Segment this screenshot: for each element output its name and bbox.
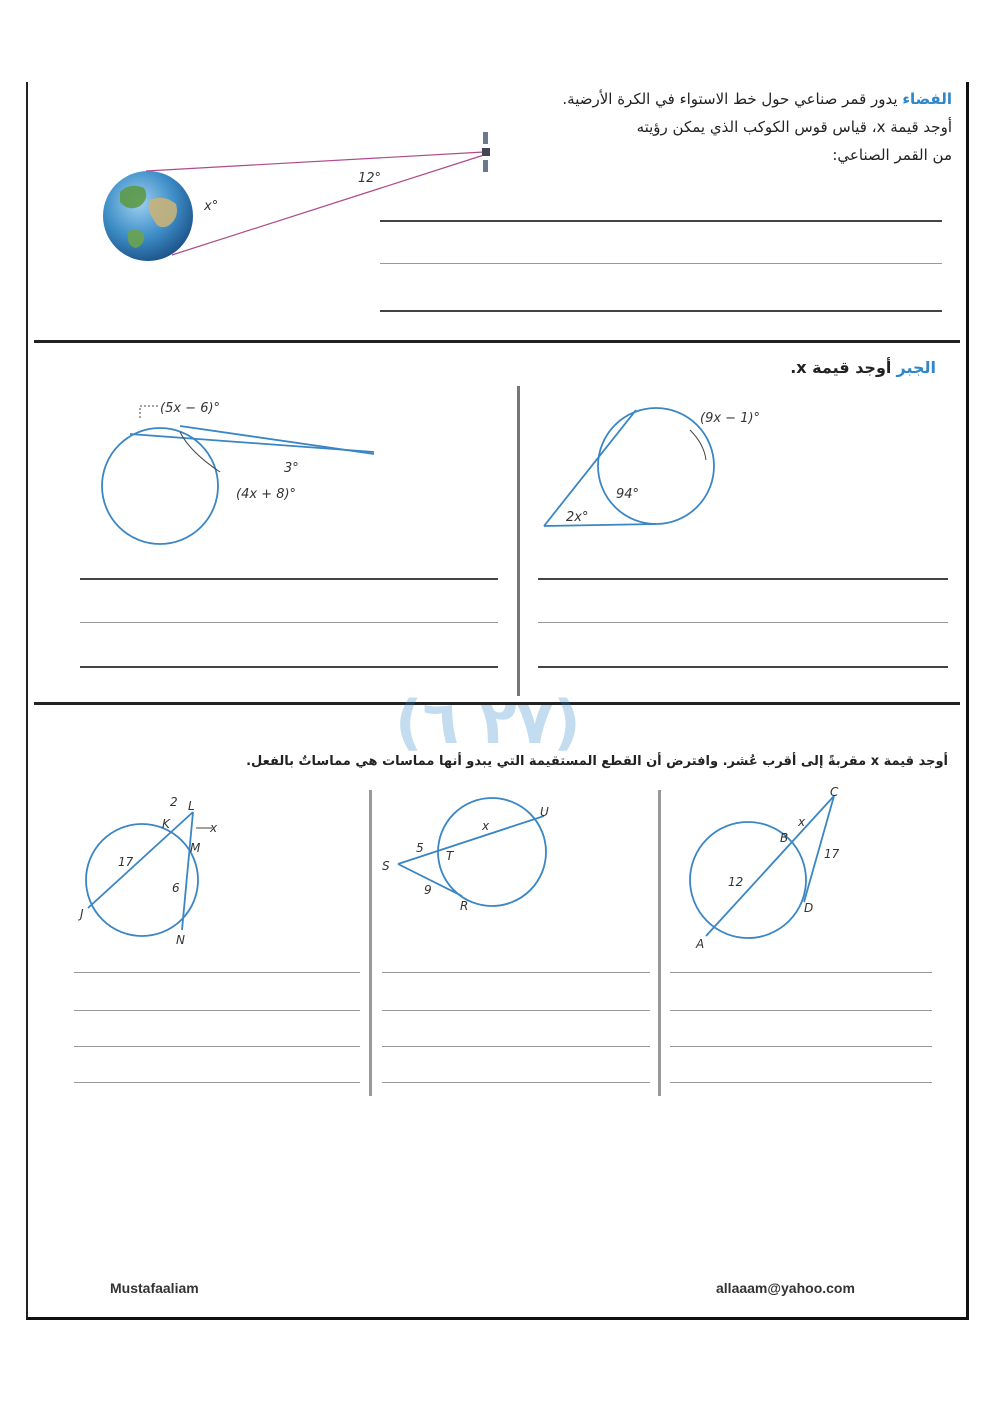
label-3-degrees: 3°	[284, 461, 299, 476]
label-2: 2	[170, 795, 178, 809]
answer-line	[74, 1010, 360, 1011]
label-R: R	[460, 899, 469, 913]
label-x: x	[482, 819, 490, 833]
footer-email: allaaam@yahoo.com	[716, 1280, 855, 1296]
answer-line	[74, 972, 360, 973]
section1-line1: يدور قمر صناعي حول خط الاستواء في الكرة الأرضية.	[562, 90, 898, 108]
answer-line	[382, 1010, 650, 1011]
arc-label-x: x°	[204, 199, 219, 214]
label-9: 9	[424, 883, 432, 897]
section1-line3: من القمر الصناعي:	[832, 146, 952, 164]
label-2x-degrees: 2x°	[566, 510, 589, 525]
column-divider	[658, 790, 661, 1096]
answer-line	[670, 1082, 932, 1083]
label-K: K	[162, 817, 170, 831]
label-12: 12	[728, 875, 744, 889]
section1-line2: أوجد قيمة x، قياس قوس الكوكب الذي يمكن رؤيته	[636, 118, 952, 136]
label-17: 17	[118, 855, 134, 869]
label-4x-plus-8: (4x + 8)°	[236, 487, 297, 502]
label-x: x	[798, 815, 806, 829]
label-T: T	[446, 849, 454, 863]
footer-author: Mustafaaliam	[110, 1280, 199, 1296]
label-U: U	[540, 805, 549, 819]
answer-line	[670, 1046, 932, 1047]
label-A: A	[696, 937, 705, 951]
label-C: C	[830, 785, 839, 799]
answer-line	[382, 1082, 650, 1083]
label-B: B	[780, 831, 789, 845]
label-x: x	[210, 821, 218, 835]
label-S: S	[382, 859, 390, 873]
label-9x-minus-1: (9x − 1)°	[700, 411, 761, 426]
label-5: 5	[416, 841, 424, 855]
angle-label-12: 12°	[358, 171, 382, 186]
answer-line	[670, 1010, 932, 1011]
label-D: D	[804, 901, 814, 915]
section1-label: الفضاء	[902, 90, 952, 108]
answer-line	[74, 1082, 360, 1083]
column-divider	[369, 790, 372, 1096]
answer-line	[382, 1046, 650, 1047]
section2-instruction: أوجد قيمة x.	[790, 358, 892, 377]
label-N: N	[176, 933, 185, 947]
answer-line	[670, 972, 932, 973]
label-M: M	[190, 841, 201, 855]
section2-label: الجبر	[896, 358, 936, 377]
label-17: 17	[824, 847, 840, 861]
watermark: (٢٧ ٦)	[395, 688, 581, 758]
label-L: L	[188, 799, 195, 813]
label-6: 6	[172, 881, 180, 895]
label-5x-minus-6: (5x − 6)°	[160, 401, 221, 416]
label-94-degrees: 94°	[616, 487, 640, 502]
section3-instruction: أوجد قيمة x مقربةً إلى أقرب عُشر. وافترض أن القطع المستقيمة التي يبدو أنها مماسات هي مماساتٌ بالفعل.	[246, 754, 948, 769]
label-J: J	[80, 907, 84, 921]
answer-line	[382, 972, 650, 973]
answer-line	[74, 1046, 360, 1047]
